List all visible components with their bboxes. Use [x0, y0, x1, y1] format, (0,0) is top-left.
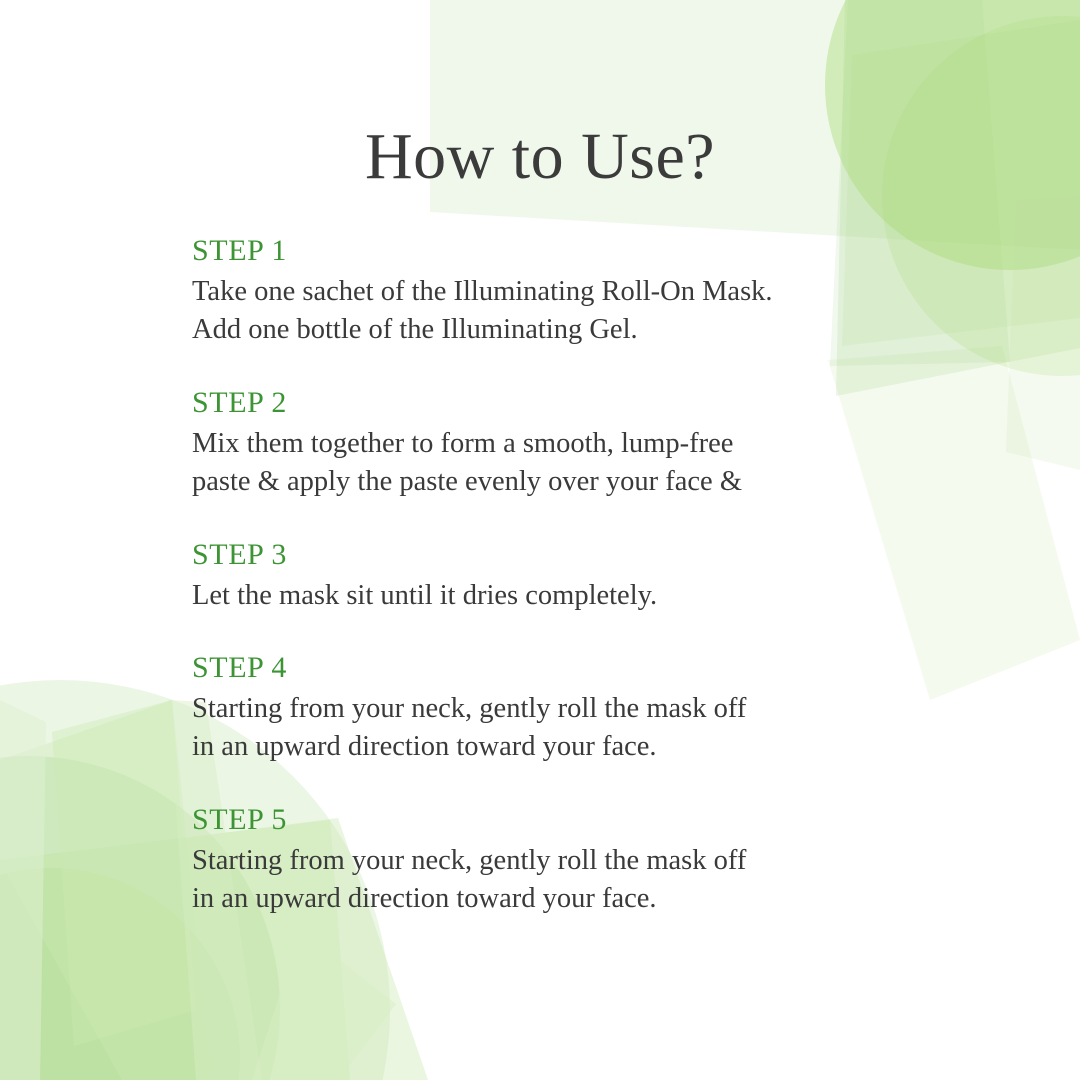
step-block	[192, 231, 952, 349]
step-line: in an upward direction toward your face.	[192, 883, 657, 915]
step-line: Take one sachet of the Illuminating Roll-On Mask.	[192, 276, 773, 307]
step-line: Add one bottle of the Illuminating Gel.	[192, 313, 638, 345]
step-line: Starting from your neck, gently roll the mask off	[192, 845, 747, 877]
step-block	[192, 383, 952, 501]
step-label: STEP 5	[192, 803, 288, 837]
step-description	[192, 273, 952, 349]
page-title: How to Use?	[364, 120, 716, 194]
step-line: paste & apply the paste evenly over your face &	[192, 465, 743, 497]
step-line: Let the mask sit until it dries completely.	[192, 579, 658, 611]
step-block	[192, 800, 952, 918]
step-description	[192, 577, 952, 615]
step-label: STEP 3	[192, 537, 288, 571]
step-label: STEP 4	[192, 651, 288, 685]
step-description	[192, 690, 952, 766]
step-description	[192, 842, 952, 918]
step-description	[192, 425, 952, 501]
step-line: Mix them together to form a smooth, lump-free	[192, 427, 734, 459]
steps-list	[192, 231, 952, 918]
step-line: Starting from your neck, gently roll the mask off	[192, 693, 747, 725]
step-label: STEP 1	[192, 234, 288, 267]
step-line: in an upward direction toward your face.	[192, 731, 657, 763]
step-block	[192, 648, 952, 766]
step-label: STEP 2	[192, 385, 288, 419]
step-block	[192, 535, 952, 615]
